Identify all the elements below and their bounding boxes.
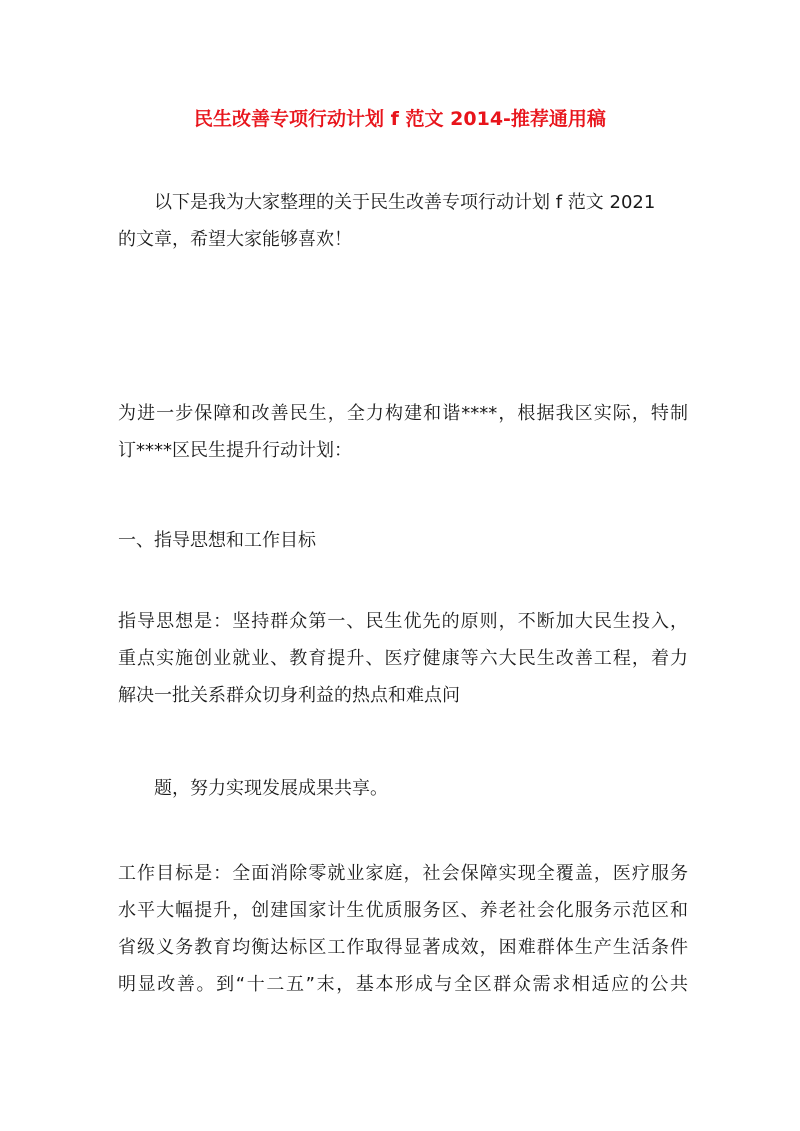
section-heading-1 [118,522,688,559]
goals-paragraph [118,855,688,1003]
intro-line-2: 的文章，希望大家能够喜欢！ [118,229,352,250]
intro-line-1: 以下是我为大家整理的关于民生改善专项行动计划 f 范文 2021 [154,192,656,213]
goals-line-1: 工作目标是：全面消除零就业家庭，社会保障实现全覆盖，医疗服务 [118,863,688,884]
goals-line-2: 水平大幅提升，创建国家计生优质服务区、养老社会化服务示范区和 [118,900,688,921]
guiding-paragraph [118,603,688,714]
goals-line-3: 省级义务教育均衡达标区工作取得显著成效，困难群体生产生活条件 [118,937,688,958]
preface-line-1: 为进一步保障和改善民生，全力构建和谐****，根据我区实际，特制 [118,403,688,424]
guiding-line-3: 解决一批关系群众切身利益的热点和难点问 [118,685,460,706]
section-heading-1-text: 一、指导思想和工作目标 [118,530,316,551]
preface-line-2: 订****区民生提升行动计划： [118,440,352,461]
goals-line-4: 明显改善。到“十二五”末，基本形成与全区群众需求相适应的公共 [118,974,688,995]
guiding-continuation [118,770,688,807]
guiding-line-1: 指导思想是：坚持群众第一、民生优先的原则，不断加大民生投入， [118,611,688,632]
guiding-line-2: 重点实施创业就业、教育提升、医疗健康等六大民生改善工程，着力 [118,648,688,669]
intro-paragraph [118,184,688,258]
guiding-cont-line: 题，努力实现发展成果共享。 [154,778,388,799]
preface-paragraph [118,395,688,469]
document-title: 民生改善专项行动计划 f 范文 2014-推荐通用稿 [194,108,606,130]
